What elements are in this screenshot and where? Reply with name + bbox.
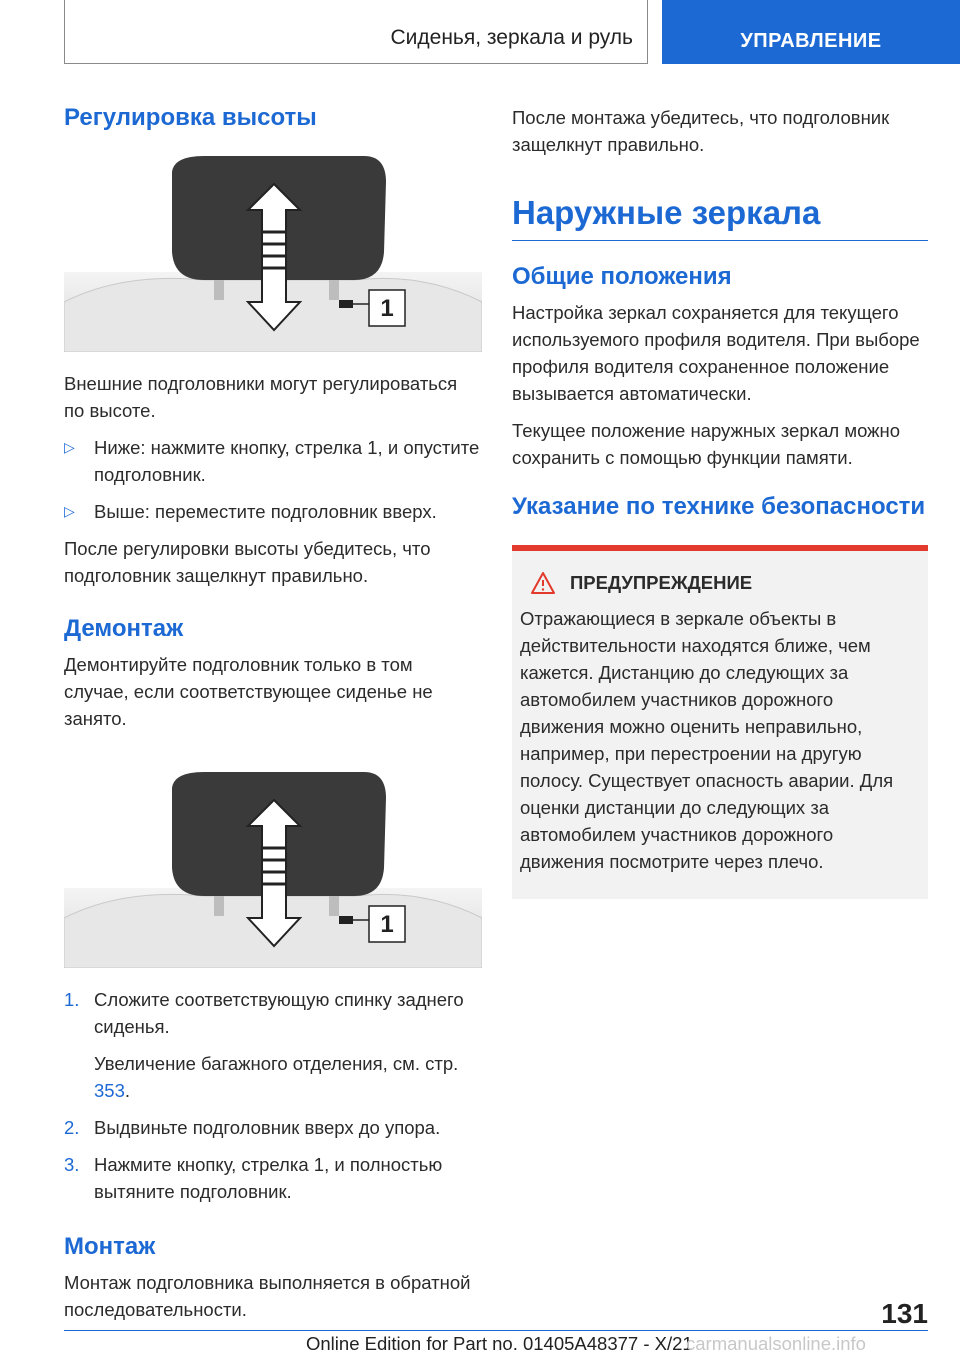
headrest-height-illustration: [64, 152, 482, 352]
header-section-box: [64, 0, 648, 64]
heading-general: Общие положения: [512, 263, 732, 290]
right-column: [512, 104, 928, 899]
bullet-lower: [64, 434, 482, 488]
step-2: [64, 1114, 482, 1141]
warning-triangle-icon: [530, 571, 556, 595]
heading-removal: Демонтаж: [64, 615, 184, 642]
warning-text: Отражающиеся в зеркале объекты в действительности находятся ближе, чем кажется. Дистанцию до следующих за автомобилем участников дорожного движения можно оценить неправильно, например, при перестроении на другую полосу. Существует опасность аварии. Для оценки дистанции до следующих за автомобилем участников дорожного движения посмотрите через плечо.: [520, 608, 894, 872]
heading-install: Монтаж: [64, 1233, 156, 1260]
step-text: Сложите соответствующую спинку заднего сиденья.: [94, 989, 464, 1037]
headrest-removal-illustration: [64, 768, 482, 968]
step-number: 2.: [64, 1117, 80, 1138]
after-install-paragraph: После монтажа убедитесь, что подголовник защелкнут правильно.: [512, 107, 890, 155]
warning-title: ПРЕДУПРЕЖДЕНИЕ: [570, 572, 753, 593]
bullet-text: Ниже: нажмите кнопку, стрелка 1, и опустите подголовник.: [94, 437, 480, 485]
step-text: Нажмите кнопку, стрелка 1, и полностью вытяните подголовник.: [94, 1154, 443, 1202]
figure2-callout-1: 1: [380, 911, 394, 938]
install-paragraph: Монтаж подголовника выполняется в обратной последовательности.: [64, 1272, 471, 1320]
bullet-text: Выше: переместите подголовник вверх.: [94, 501, 437, 522]
page-link-353[interactable]: 353: [94, 1080, 125, 1101]
bullet-raise: [64, 498, 482, 525]
step-number: 1.: [64, 989, 80, 1010]
removal-paragraph: Демонтируйте подголовник только в том случае, если соответствующее сиденье не занято.: [64, 654, 433, 729]
header-tab[interactable]: [662, 0, 960, 64]
step-text: Выдвиньте подголовник вверх до упора.: [94, 1117, 441, 1138]
heading-safety: Указание по технике безопасности: [512, 493, 926, 520]
step-3: [64, 1151, 482, 1205]
step-1: [64, 986, 482, 1040]
footer-divider: [64, 1330, 928, 1331]
step1-note-text: Увеличение багажного отделения, см. стр.: [94, 1053, 459, 1074]
general-paragraph-2: Текущее положение наружных зеркал можно сохранить с помощью функции памяти.: [512, 420, 901, 468]
header-section-title: Сиденья, зеркала и руль: [390, 26, 633, 49]
general-paragraph-1: Настройка зеркал сохраняется для текущего используемого профиля водителя. При выборе профиля водителя сохраненное положение вызывается автоматически.: [512, 302, 920, 404]
warning-box: [512, 551, 928, 899]
triangle-bullet-icon: ▷: [64, 503, 75, 519]
triangle-bullet-icon: ▷: [64, 439, 75, 455]
heading-height-adjust: Регулировка высоты: [64, 104, 317, 131]
after-adjust-paragraph: После регулировки высоты убедитесь, что подголовник защелкнут правильно.: [64, 538, 431, 586]
page-number: 131: [881, 1298, 928, 1329]
footer-edition: Online Edition for Part no. 01405A48377 - X/21: [306, 1333, 693, 1354]
intro-paragraph: Внешние подголовники могут регулироваться по высоте.: [64, 373, 458, 421]
figure-callout-1: 1: [380, 295, 394, 322]
step1-note: Увеличение багажного отделения, см. стр. 353.: [94, 1053, 459, 1101]
warning-header: [530, 571, 920, 595]
step-number: 3.: [64, 1154, 80, 1175]
footer-watermark: carmanualsonline.info: [686, 1333, 866, 1354]
left-column: [64, 104, 482, 1333]
heading-exterior-mirrors: Наружные зеркала: [512, 194, 928, 241]
header-tab-label: УПРАВЛЕНИЕ: [740, 29, 882, 52]
